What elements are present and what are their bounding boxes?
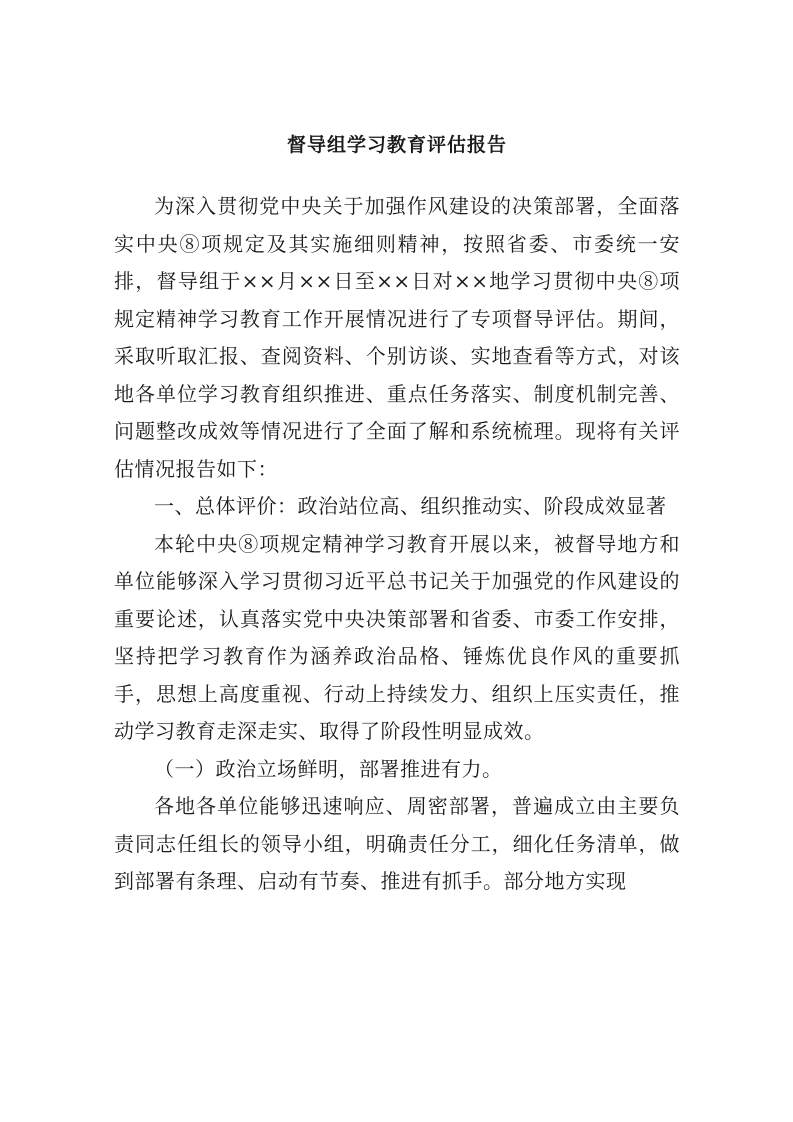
- section-heading-overall: 一、总体评价：政治站位高、组织推动实、阶段成效显著: [154, 494, 667, 518]
- subsection-paragraph-1: 各地各单位能够迅速响应、周密部署，普遍成立由主要负责同志任组长的领导小组，明确责任分工，细化任务清单，做到部署有条理、启动有节奏、推进有抓手。部分地方实现: [114, 794, 680, 893]
- document-title: 督导组学习教育评估报告: [286, 134, 507, 156]
- intro-paragraph: 为深入贯彻党中央关于加强作风建设的决策部署，全面落实中央⑧项规定及其实施细则精神，按照省委、市委统一安排，督导组于××月××日至××日对××地学习贯彻中央⑧项规定精神学习教育工作开展情况进行了专项督导评估。期间，采取听取汇报、查阅资料、个别访谈、实地查看等方式，对该地各单位学习教育组织推进、重点任务落实、制度机制完善、问题整改成效等情况进行了全面了解和系统梳理。现将有关评估情况报告如下：: [114, 194, 680, 481]
- overall-paragraph: 本轮中央⑧项规定精神学习教育开展以来，被督导地方和单位能够深入学习贯彻习近平总书记关于加强党的作风建设的重要论述，认真落实党中央决策部署和省委、市委工作安排，坚持把学习教育作为涵养政治品格、锤炼优良作风的重要抓手，思想上高度重视、行动上持续发力、组织上压实责任，推动学习教育走深走实、取得了阶段性明显成效。: [114, 531, 680, 743]
- document-body: [114, 128, 680, 901]
- subsection-heading-1: （一）政治立场鲜明，部署推进有力。: [154, 756, 503, 781]
